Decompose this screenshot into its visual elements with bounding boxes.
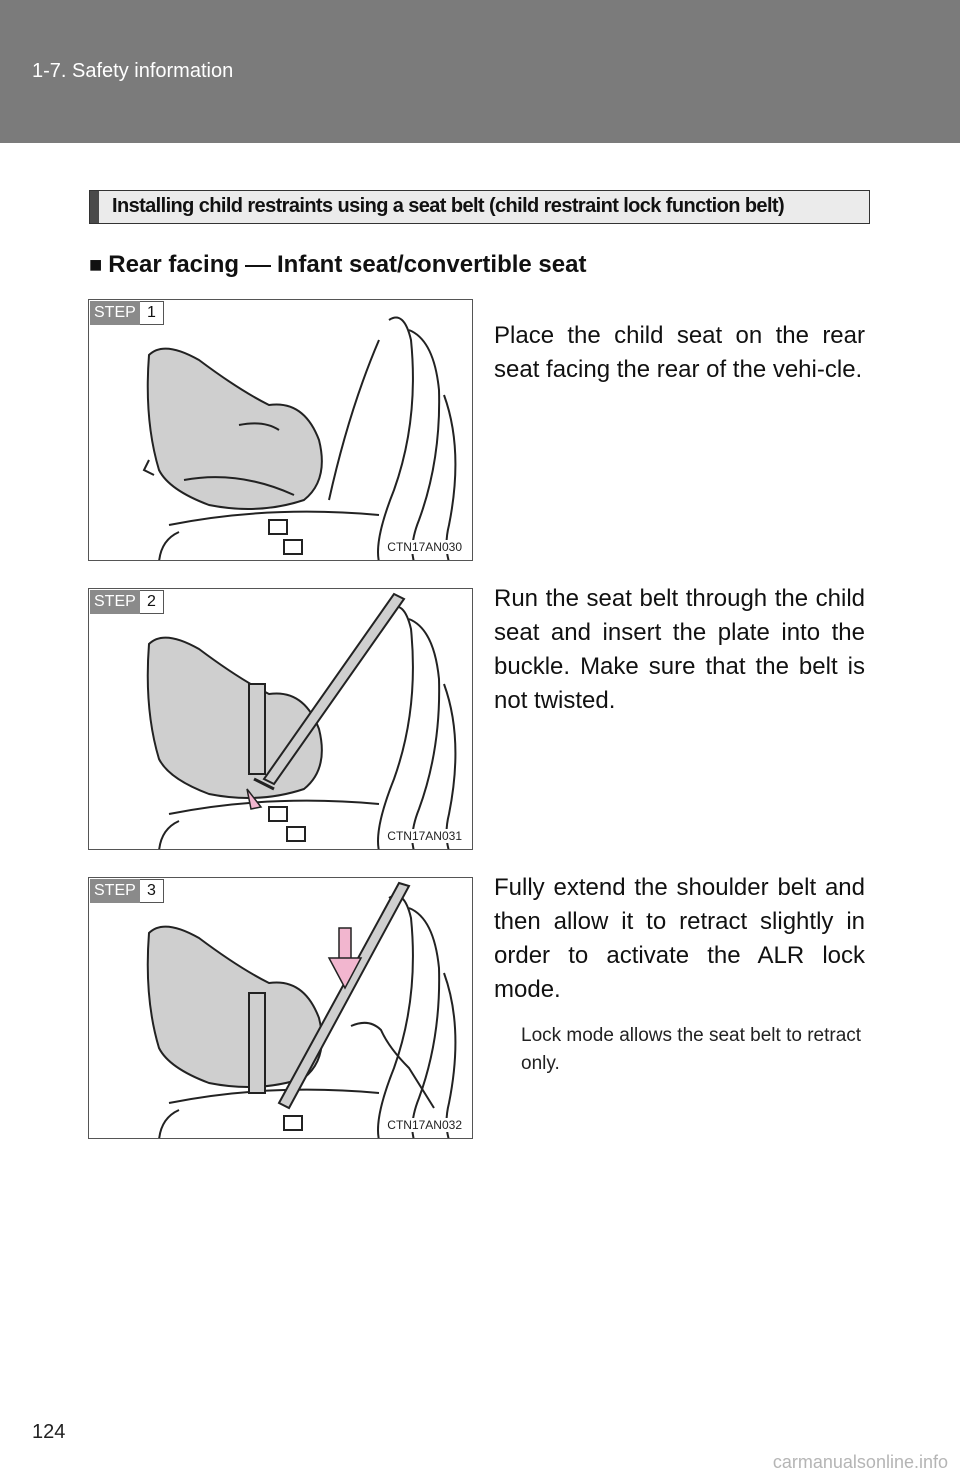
page-header <box>0 0 960 143</box>
watermark: carmanualsonline.info <box>772 1452 948 1472</box>
step-1-description: Place the child seat on the rear seat facing the rear of the vehi-cle. <box>494 322 865 383</box>
shoulder-belt-illustration <box>89 878 473 1139</box>
step-number: 3 <box>140 879 164 903</box>
step-3-label <box>90 879 164 903</box>
subheading <box>89 251 586 279</box>
bullet-square-icon: ■ <box>89 252 103 277</box>
step-word: STEP <box>90 590 140 614</box>
subheading-left: Rear facing <box>108 251 240 278</box>
seat-belt-illustration <box>89 589 473 850</box>
step-word: STEP <box>90 879 140 903</box>
illustration-code: CTN17AN031 <box>383 829 462 843</box>
child-seat-illustration <box>89 300 473 561</box>
section-title-box <box>89 190 870 224</box>
illustration-code: CTN17AN032 <box>383 1118 462 1132</box>
step-2-description: Run the seat belt through the child seat and insert the plate into the buckle. Make sure that the belt is not twisted. <box>494 585 865 714</box>
lock-mode-note: Lock mode allows the seat belt to retract only. <box>521 1025 862 1074</box>
section-title: Installing child restraints using a seat belt (child restraint lock function belt) <box>112 195 785 217</box>
step-2-illustration <box>88 588 473 850</box>
illustration-code: CTN17AN030 <box>383 540 462 554</box>
step-word: STEP <box>90 301 140 325</box>
step-1-label <box>90 301 164 325</box>
section-title-bar <box>90 191 99 223</box>
subheading-right: Infant seat/convertible seat <box>277 251 587 278</box>
step-2-label <box>90 590 164 614</box>
step-number: 1 <box>140 301 164 325</box>
page-number: 124 <box>32 1421 66 1443</box>
em-dash <box>245 265 271 267</box>
hand-icon <box>351 1023 434 1108</box>
step-1-illustration <box>88 299 473 561</box>
step-3-illustration <box>88 877 473 1139</box>
step-number: 2 <box>140 590 164 614</box>
step-3-description: Fully extend the shoulder belt and then allow it to retract slightly in order to activate the ALR lock mode. <box>494 874 865 1003</box>
header-section-title: 1-7. Safety information <box>32 60 234 82</box>
